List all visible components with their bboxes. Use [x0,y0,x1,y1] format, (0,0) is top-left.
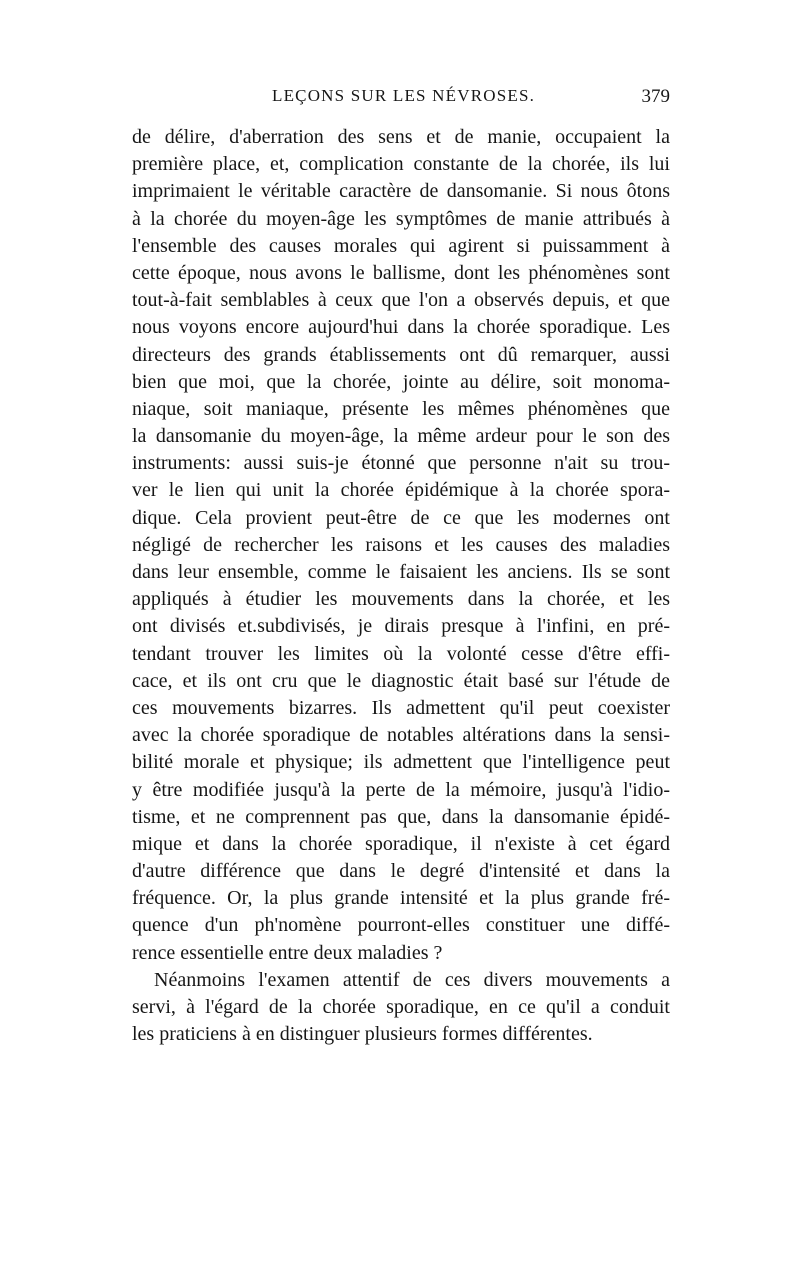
text-line: dique. Cela provient peut-être de ce que les modernes ont [132,506,670,529]
text-line: ver le lien qui unit la chorée épidémique à la chorée spora- [132,479,670,502]
text-line: y être modifiée jusqu'à la perte de la mémoire, jusqu'à l'idio- [132,778,670,801]
body-text [132,124,670,1048]
text-line: quence d'un ph'nomène pourront-elles constituer une diffé- [132,914,670,937]
text-line: à la chorée du moyen-âge les symptômes de manie attribués à [132,207,670,230]
text-line: dans leur ensemble, comme le faisaient les anciens. Ils se sont [132,561,670,583]
text-line: tout-à-fait semblables à ceux que l'on a observés depuis, et que [132,289,670,312]
text-line: d'autre différence que dans le degré d'intensité et dans la [132,860,670,883]
text-line: Néanmoins l'examen attentif de ces divers mouvements a [154,968,670,991]
text-line: première place, et, complication constante de la chorée, ils lui [132,153,670,176]
text-line: niaque, soit maniaque, présente les mêmes phénomènes que [132,397,670,420]
text-line: bilité morale et physique; ils admettent que l'intelligence peut [132,751,670,774]
text-line: servi, à l'égard de la chorée sporadique, en ce qu'il a conduit [132,996,670,1018]
text-line: ont divisés et.subdivisés, je dirais presque à l'infini, en pré- [132,615,670,638]
text-line: appliqués à étudier les mouvements dans la chorée, et les [132,588,670,611]
text-line: l'ensemble des causes morales qui agirent si puissamment à [132,234,670,257]
text-line: tisme, et ne comprennent pas que, dans la dansomanie épidé- [132,805,670,828]
text-line: cette époque, nous avons le ballisme, dont les phénomènes sont [132,261,670,284]
text-line: avec la chorée sporadique de notables altérations dans la sensi- [132,724,670,747]
text-line: tendant trouver les limites où la volonté cesse d'être effi- [132,642,670,665]
page-number: 379 [641,86,670,107]
text-line: cace, et ils ont cru que le diagnostic était basé sur l'étude de [132,669,670,692]
text-line: rence essentielle entre deux maladies ? [132,941,443,964]
text-line: bien que moi, que la chorée, jointe au délire, soit monoma- [132,370,670,393]
text-line: directeurs des grands établissements ont dû remarquer, aussi [132,343,670,366]
text-line: ces mouvements bizarres. Ils admettent qu'il peut coexister [132,696,670,719]
text-line: de délire, d'aberration des sens et de manie, occupaient la [132,126,670,148]
text-line: négligé de rechercher les raisons et les causes des maladies [132,533,670,556]
text-line: la dansomanie du moyen-âge, la même ardeur pour le son des [132,425,670,448]
text-line: instruments: aussi suis-je étonné que personne n'ait su trou- [132,452,670,475]
text-line: les praticiens à en distinguer plusieurs formes différentes. [132,1023,593,1046]
text-line: fréquence. Or, la plus grande intensité et la plus grande fré- [132,887,670,910]
running-head [132,86,670,116]
text-line: nous voyons encore aujourd'hui dans la chorée sporadique. Les [132,316,670,339]
text-line: mique et dans la chorée sporadique, il n'existe à cet égard [132,832,670,855]
text-line: imprimaient le véritable caractère de dansomanie. Si nous ôtons [132,180,670,203]
running-title: LEÇONS SUR LES NÉVROSES. [272,86,536,105]
